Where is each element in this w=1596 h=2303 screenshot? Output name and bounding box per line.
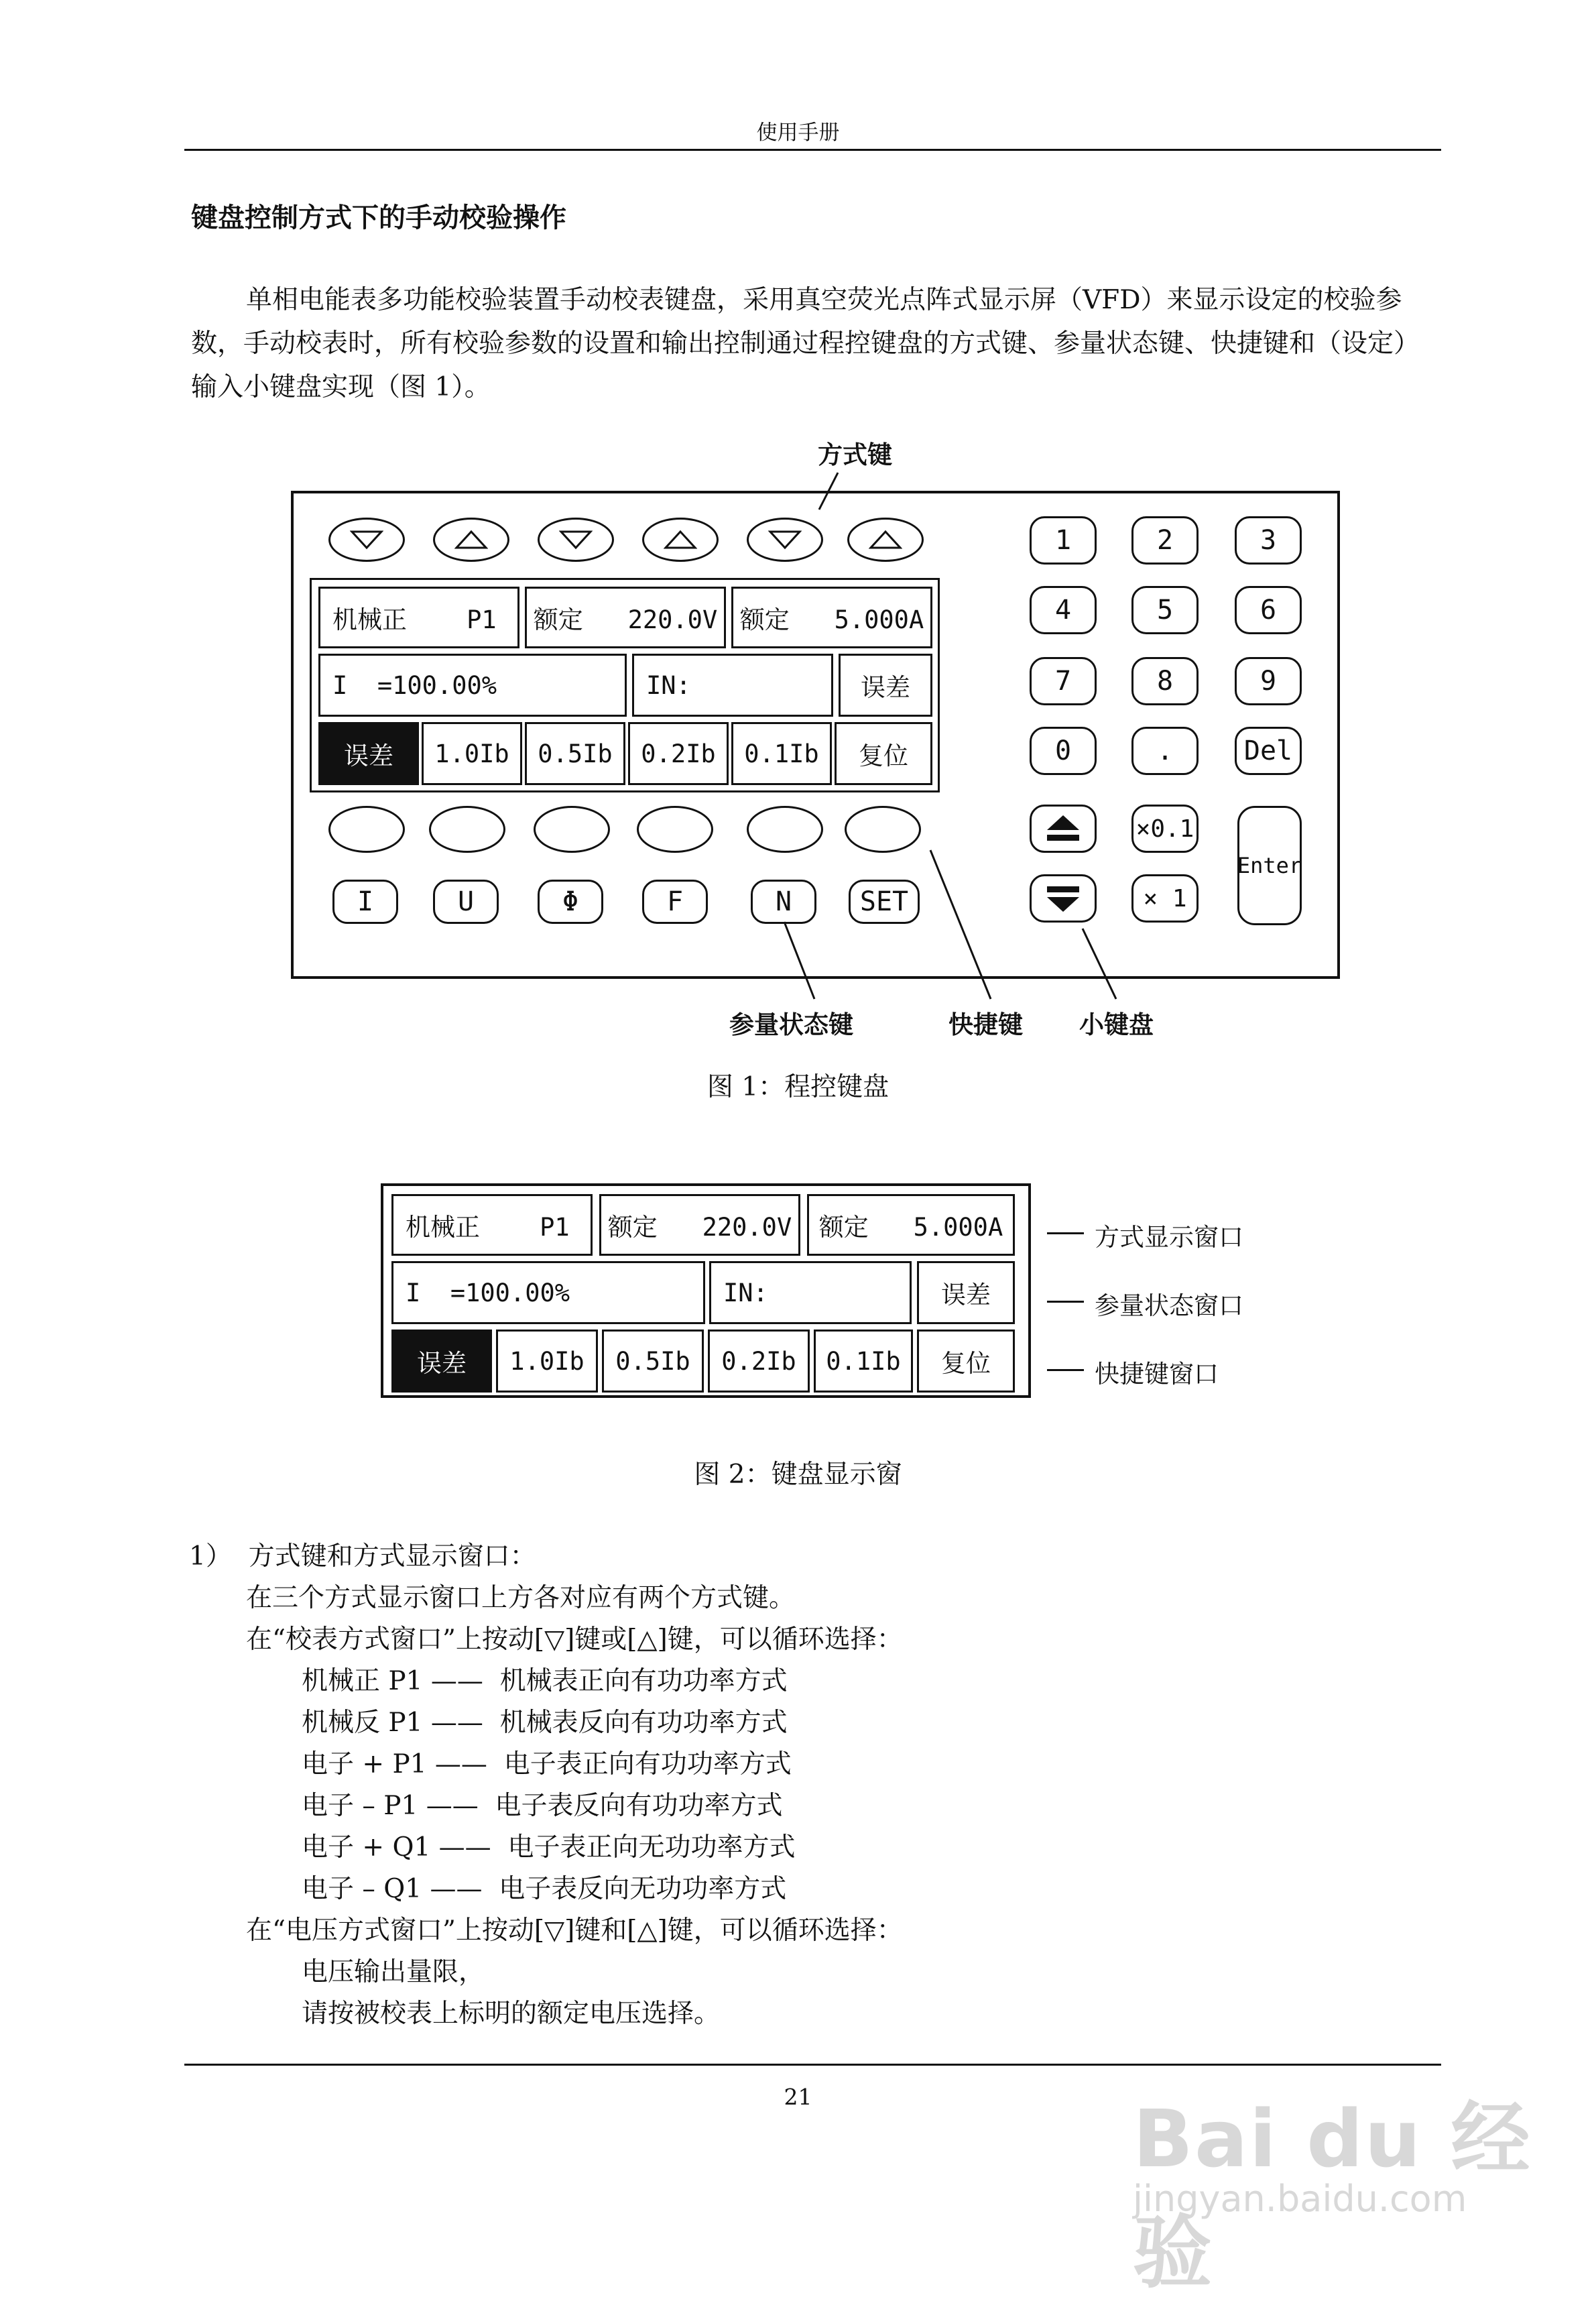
shortcut-1-0ib: 1.0Ib <box>422 722 522 785</box>
mode-item-6: 电子 – Q1 —— 电子表反向无功功率方式 <box>302 1874 787 1904</box>
mode-item-1: 机械正 P1 —— 机械表正向有功功率方式 <box>302 1666 788 1696</box>
param-key-i[interactable]: I <box>332 880 398 924</box>
keypad-0[interactable]: 0 <box>1030 727 1097 775</box>
keypad-4[interactable]: 4 <box>1030 586 1097 634</box>
callout-keypad: 小键盘 <box>1079 1010 1154 1039</box>
mode-window-voltage: 额定 220.0V <box>525 587 726 648</box>
mode-window-current: 额定 5.000A <box>731 587 932 648</box>
param-key-u[interactable]: U <box>433 880 499 924</box>
list-line-2: 在“校表方式窗口”上按动[▽]键或[△]键，可以循环选择： <box>246 1625 903 1655</box>
shortcut-reset: 复位 <box>835 722 932 785</box>
display-window-figure2 <box>381 1183 1031 1398</box>
keypad-7[interactable]: 7 <box>1030 657 1097 705</box>
param-in: IN: <box>632 654 833 717</box>
section-title: 键盘控制方式下的手动校验操作 <box>191 202 566 233</box>
fig2-shortcut-0-5ib: 0.5Ib <box>602 1330 704 1393</box>
mode-item-3: 电子 + P1 —— 电子表正向有功功率方式 <box>302 1749 792 1779</box>
fig2-mode-window-meter: 机械正 P1 <box>391 1194 593 1256</box>
shortcut-error: 误差 <box>318 722 419 785</box>
keypad-5[interactable]: 5 <box>1131 586 1199 634</box>
figure1-callout-lines <box>0 0 1596 1140</box>
list-line-5: 请按被校表上标明的额定电压选择。 <box>302 1999 721 2029</box>
label-line-3 <box>1047 1369 1084 1371</box>
callout-param-keys: 参量状态键 <box>729 1010 853 1039</box>
intro-paragraph: 单相电能表多功能校验装置手动校表键盘，采用真空荧光点阵式显示屏（VFD）来显示设定的校验参数，手动校表时，所有校验参数的设置和输出控制通过程控键盘的方式键、参量状态键、快捷键和（设定）输入小键盘实现（图 1）。 <box>191 285 1420 402</box>
figure2-caption: 图 2：键盘显示窗 <box>694 1460 902 1490</box>
shortcut-0-5ib: 0.5Ib <box>525 722 625 785</box>
fig2-mode-window-voltage: 额定 220.0V <box>599 1194 800 1256</box>
mode-item-2: 机械反 P1 —— 机械表反向有功功率方式 <box>302 1708 788 1738</box>
mode-item-5: 电子 + Q1 —— 电子表正向无功功率方式 <box>302 1832 796 1863</box>
watermark-url: jingyan.baidu.com <box>1133 2178 1467 2220</box>
list-line-3: 在“电压方式窗口”上按动[▽]键和[△]键，可以循环选择： <box>246 1915 903 1946</box>
keypad-x01[interactable]: ×0.1 <box>1131 805 1199 853</box>
fig2-mode-window-current: 额定 5.000A <box>807 1194 1015 1256</box>
param-value: I =100.00% <box>318 654 627 717</box>
mode-window-meter: 机械正 P1 <box>318 587 519 648</box>
fig2-param-in: IN: <box>709 1261 912 1324</box>
callout-mode-keys: 方式键 <box>818 440 892 469</box>
param-key-n[interactable]: N <box>751 880 816 924</box>
callout-shortcut-keys: 快捷键 <box>948 1010 1023 1039</box>
label-line-2 <box>1047 1301 1084 1303</box>
keypad-1[interactable]: 1 <box>1030 516 1097 565</box>
running-header: 使用手册 <box>756 121 840 145</box>
watermark-logo: Bai du 经验 <box>1133 2092 1532 2299</box>
param-key-set[interactable]: SET <box>849 880 920 924</box>
label-mode-window: 方式显示窗口 <box>1095 1223 1243 1252</box>
label-param-window: 参量状态窗口 <box>1095 1291 1243 1320</box>
shortcut-0-1ib: 0.1Ib <box>731 722 832 785</box>
keypad-x1[interactable]: × 1 <box>1131 874 1199 923</box>
param-error: 误差 <box>839 654 932 717</box>
figure1-caption: 图 1：程控键盘 <box>707 1072 889 1102</box>
shortcut-0-2ib: 0.2Ib <box>628 722 729 785</box>
keypad-3[interactable]: 3 <box>1235 516 1302 565</box>
label-line-1 <box>1047 1232 1084 1234</box>
page-number: 21 <box>784 2084 812 2110</box>
fig2-shortcut-reset: 复位 <box>917 1330 1015 1393</box>
keypad-del[interactable]: Del <box>1235 727 1302 775</box>
list-heading: 1） 方式键和方式显示窗口： <box>189 1541 536 1572</box>
keypad-8[interactable]: 8 <box>1131 657 1199 705</box>
list-line-1: 在三个方式显示窗口上方各对应有两个方式键。 <box>246 1583 796 1613</box>
enter-key[interactable]: Enter <box>1237 806 1302 925</box>
param-key-phi[interactable]: Φ <box>538 880 603 924</box>
fig2-shortcut-0-1ib: 0.1Ib <box>814 1330 913 1393</box>
list-line-4: 电压输出量限， <box>302 1957 485 1987</box>
footer-rule <box>184 2064 1441 2066</box>
param-key-f[interactable]: F <box>642 880 708 924</box>
mode-item-4: 电子 – P1 —— 电子表反向有功功率方式 <box>302 1791 783 1821</box>
keypad-dot[interactable]: . <box>1131 727 1199 775</box>
fig2-shortcut-error: 误差 <box>391 1330 492 1393</box>
keypad-9[interactable]: 9 <box>1235 657 1302 705</box>
keypad-6[interactable]: 6 <box>1235 586 1302 634</box>
fig2-shortcut-1-0ib: 1.0Ib <box>496 1330 598 1393</box>
label-shortcut-window: 快捷键窗口 <box>1095 1360 1219 1389</box>
fig2-param-value: I =100.00% <box>391 1261 705 1324</box>
keypad-2[interactable]: 2 <box>1131 516 1199 565</box>
fig2-param-error: 误差 <box>917 1261 1015 1324</box>
fig2-shortcut-0-2ib: 0.2Ib <box>708 1330 810 1393</box>
